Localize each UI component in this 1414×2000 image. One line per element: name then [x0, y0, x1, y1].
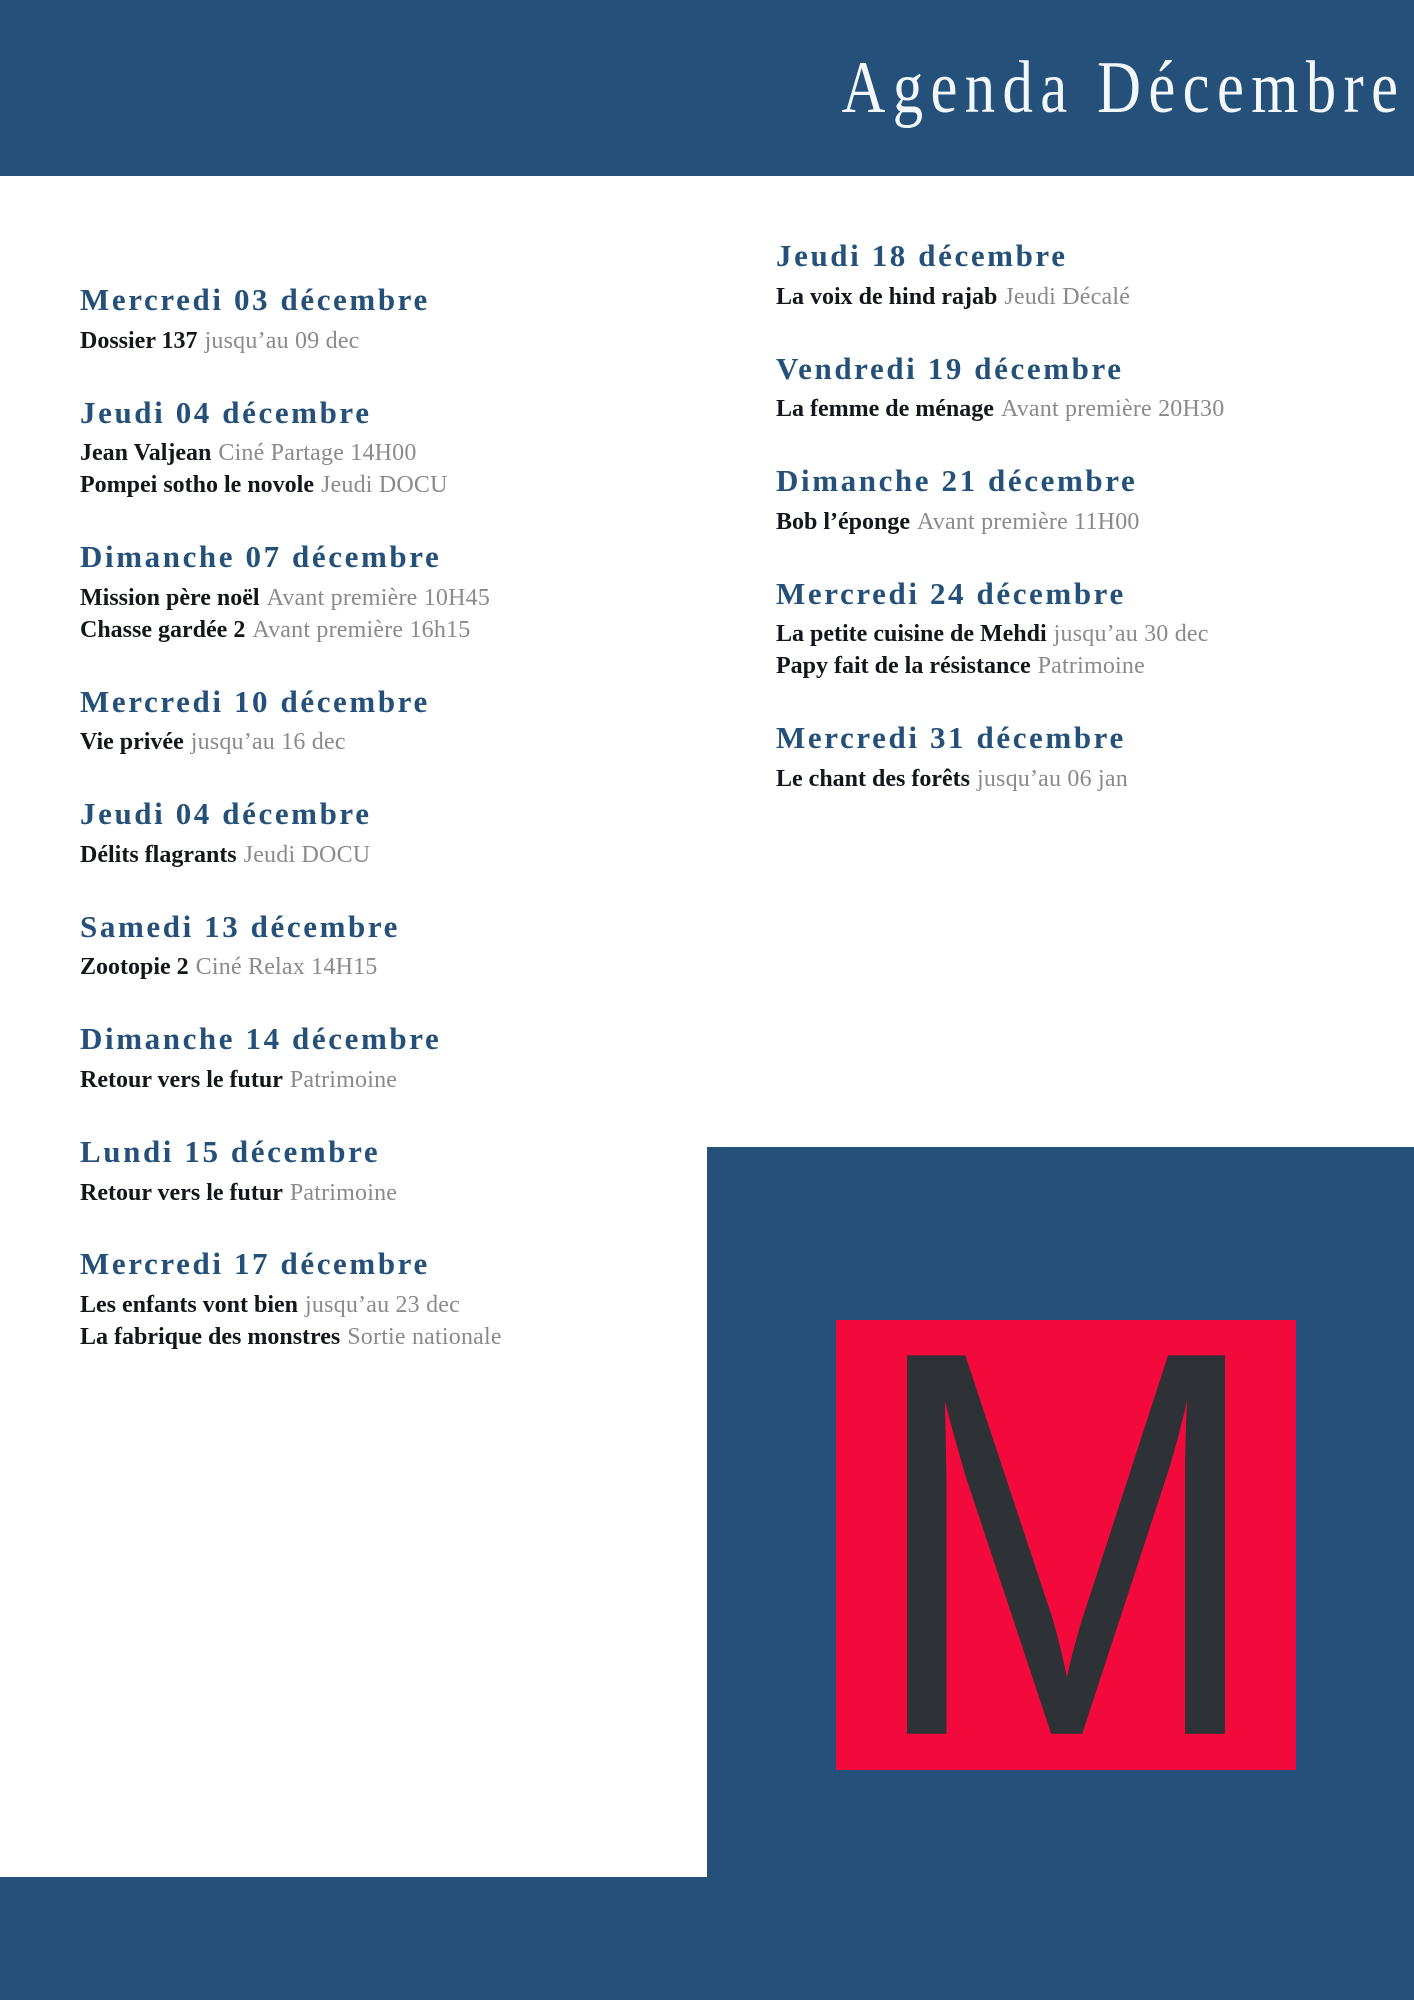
- day-heading: Mercredi 03 décembre: [80, 282, 430, 317]
- event-detail: Ciné Partage 14H00: [218, 440, 417, 467]
- event-title: Mission père noël: [80, 584, 260, 611]
- event-line: [80, 438, 640, 470]
- day-block: [80, 1019, 640, 1097]
- footer-band: [0, 1877, 1414, 2000]
- day-block: [80, 393, 640, 502]
- event-title: Le chant des forêts: [776, 765, 970, 792]
- event-detail: jusqu’au 30 dec: [1053, 621, 1209, 648]
- day-heading: Samedi 13 décembre: [80, 908, 401, 944]
- event-detail: jusqu’au 16 dec: [190, 729, 346, 756]
- event-line: [776, 282, 1336, 314]
- event-line: [80, 1065, 640, 1097]
- page-title: Agenda Décembre: [841, 47, 1406, 129]
- event-detail: Avant première 16h15: [252, 616, 471, 643]
- event-title: Vie privée: [80, 729, 184, 756]
- event-title: Papy fait de la résistance: [776, 653, 1031, 680]
- day-block: [776, 461, 1336, 539]
- event-detail: Sortie nationale: [347, 1324, 502, 1351]
- event-detail: Ciné Relax 14H15: [195, 954, 378, 981]
- event-title: Retour vers le futur: [80, 1179, 283, 1206]
- event-title: La petite cuisine de Mehdi: [776, 621, 1047, 648]
- day-block: [776, 718, 1336, 796]
- event-line: [80, 326, 640, 358]
- event-line: [776, 651, 1336, 683]
- day-heading: Dimanche 21 décembre: [776, 463, 1138, 499]
- event-line: [80, 1290, 640, 1322]
- day-heading: Mercredi 31 décembre: [776, 720, 1126, 756]
- day-block: [776, 349, 1336, 427]
- event-detail: Avant première 20H30: [1000, 396, 1225, 423]
- event-title: La femme de ménage: [776, 396, 994, 423]
- agenda-column-left: [80, 176, 640, 1354]
- event-detail: Patrimoine: [289, 1066, 398, 1093]
- event-title: La voix de hind rajab: [776, 283, 998, 310]
- event-line: [80, 615, 640, 647]
- event-detail: Patrimoine: [289, 1179, 398, 1206]
- header-band: [0, 0, 1414, 176]
- day-heading: Jeudi 04 décembre: [80, 394, 372, 430]
- day-block: [776, 236, 1336, 314]
- event-line: [80, 470, 640, 502]
- day-block: [80, 682, 640, 760]
- event-line: [80, 952, 640, 984]
- day-block: [776, 574, 1336, 683]
- event-title: Bob l’éponge: [776, 508, 911, 535]
- event-detail: Avant première 11H00: [917, 508, 1140, 535]
- day-block: [80, 280, 640, 358]
- event-title: Les enfants vont bien: [80, 1292, 299, 1319]
- day-heading: Vendredi 19 décembre: [776, 350, 1124, 386]
- day-heading: Mercredi 10 décembre: [80, 683, 430, 719]
- event-title: Zootopie 2: [80, 954, 189, 981]
- event-line: [80, 840, 640, 872]
- day-block: [80, 907, 640, 985]
- event-line: [776, 507, 1336, 539]
- day-heading: Mercredi 17 décembre: [80, 1246, 430, 1282]
- day-block: [80, 794, 640, 872]
- event-detail: jusqu’au 06 jan: [976, 765, 1128, 792]
- event-detail: Avant première 10H45: [266, 584, 491, 611]
- event-line: [776, 764, 1336, 796]
- day-heading: Mercredi 24 décembre: [776, 575, 1126, 611]
- event-title: Dossier 137: [80, 327, 198, 354]
- day-heading: Dimanche 07 décembre: [80, 539, 442, 575]
- logo-letter-m: M: [868, 1320, 1264, 1770]
- event-detail: jusqu’au 23 dec: [305, 1292, 460, 1319]
- day-block: [80, 1132, 640, 1210]
- event-detail: Patrimoine: [1037, 653, 1145, 680]
- logo-square: [836, 1320, 1296, 1770]
- event-detail: Jeudi DOCU: [321, 472, 448, 499]
- event-detail: Jeudi DOCU: [243, 841, 371, 868]
- event-line: [80, 727, 640, 759]
- event-line: [80, 583, 640, 615]
- event-title: Jean Valjean: [80, 440, 212, 467]
- day-heading: Lundi 15 décembre: [80, 1133, 381, 1169]
- event-detail: jusqu’au 09 dec: [204, 327, 360, 354]
- day-heading: Jeudi 04 décembre: [80, 796, 372, 832]
- day-heading: Jeudi 18 décembre: [776, 238, 1068, 273]
- event-detail: Jeudi Décalé: [1004, 283, 1131, 310]
- event-line: [80, 1178, 640, 1210]
- day-block: [80, 1244, 640, 1353]
- agenda-column-right: [776, 176, 1336, 796]
- event-title: Pompei sotho le novole: [80, 472, 314, 499]
- event-title: Chasse gardée 2: [80, 616, 246, 643]
- day-heading: Dimanche 14 décembre: [80, 1021, 442, 1057]
- event-title: Délits flagrants: [80, 841, 237, 868]
- event-line: [80, 1322, 640, 1354]
- event-line: [776, 619, 1336, 651]
- day-block: [80, 537, 640, 646]
- event-title: La fabrique des monstres: [80, 1324, 341, 1351]
- event-line: [776, 394, 1336, 426]
- event-title: Retour vers le futur: [80, 1066, 283, 1093]
